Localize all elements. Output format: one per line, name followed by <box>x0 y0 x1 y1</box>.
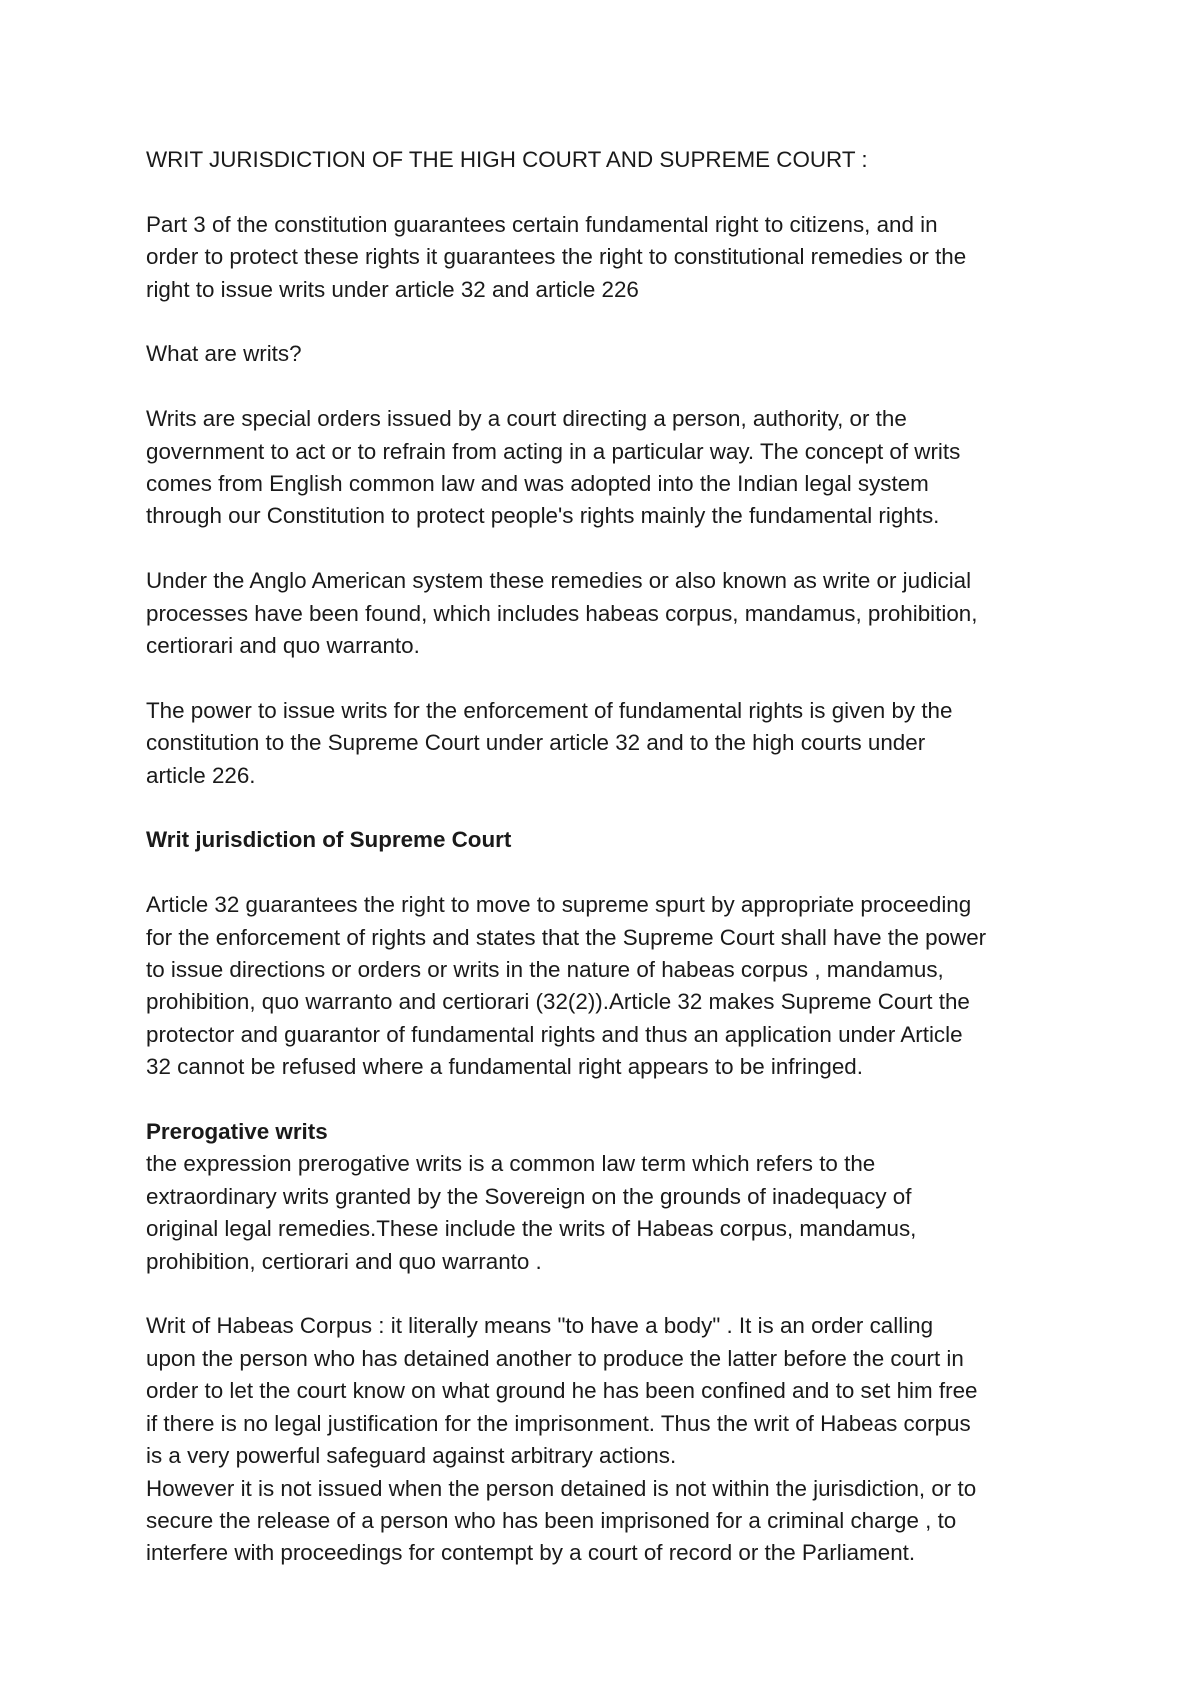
document-body <box>146 144 1076 1570</box>
prerogative-writs-heading: Prerogative writs <box>146 1119 328 1145</box>
power-paragraph: The power to issue writs for the enforcement of fundamental rights is given by the constitution to the Supreme Court under article 32 and to the high courts under article 226. <box>146 697 953 788</box>
anglo-american-paragraph: Under the Anglo American system these remedies or also known as write or judicial processes have been found, which includes habeas corpus, mandamus, prohibition, certiorari and quo warranto. <box>146 568 978 659</box>
article32-paragraph: Article 32 guarantees the right to move to supreme spurt by appropriate proceeding for the enforcement of rights and states that the Supreme Court shall have the power to issue directions or orders or writs in the nature of habeas corpus , mandamus, prohibition, quo warranto and certiorari (32(2)).Article 32 makes Supreme Court the protector and guarantor of fundamental rights and thus an application under Article 32 cannot be refused where a fundamental right appears to be infringed. <box>146 892 987 1080</box>
habeas-corpus-paragraph: Writ of Habeas Corpus : it literally means "to have a body" . It is an order calling upon the person who has detained another to produce the latter before the court in order to let the court know on what ground he has been confined and to set him free if there is no legal justification for the imprisonment. Thus the writ of Habeas corpus is a very powerful safeguard against arbitrary actions. <box>146 1313 978 1469</box>
document-title: WRIT JURISDICTION OF THE HIGH COURT AND SUPREME COURT : <box>146 147 868 172</box>
question-paragraph: What are writs? <box>146 341 302 367</box>
supreme-court-heading: Writ jurisdiction of Supreme Court <box>146 827 512 853</box>
writs-definition-paragraph: Writs are special orders issued by a court directing a person, authority, or the government to act or to refrain from acting in a particular way. The concept of writs comes from English common law and was adopted into the Indian legal system through our Constitution to protect people's rights mainly the fundamental rights. <box>146 406 961 529</box>
intro-paragraph: Part 3 of the constitution guarantees certain fundamental right to citizens, and in order to protect these rights it guarantees the right to constitutional remedies or the right to issue writs under article 32 and article 226 <box>146 211 967 302</box>
prerogative-paragraph: the expression prerogative writs is a common law term which refers to the extraordinary writs granted by the Sovereign on the grounds of inadequacy of original legal remedies.These include the writs of Habeas corpus, mandamus, prohibition, certiorari and quo warranto . <box>146 1151 917 1274</box>
habeas-exception-paragraph: However it is not issued when the person detained is not within the jurisdiction, or to secure the release of a person who has been imprisoned for a criminal charge , to interfere with proceedings for contempt by a court of record or the Parliament. <box>146 1475 977 1566</box>
